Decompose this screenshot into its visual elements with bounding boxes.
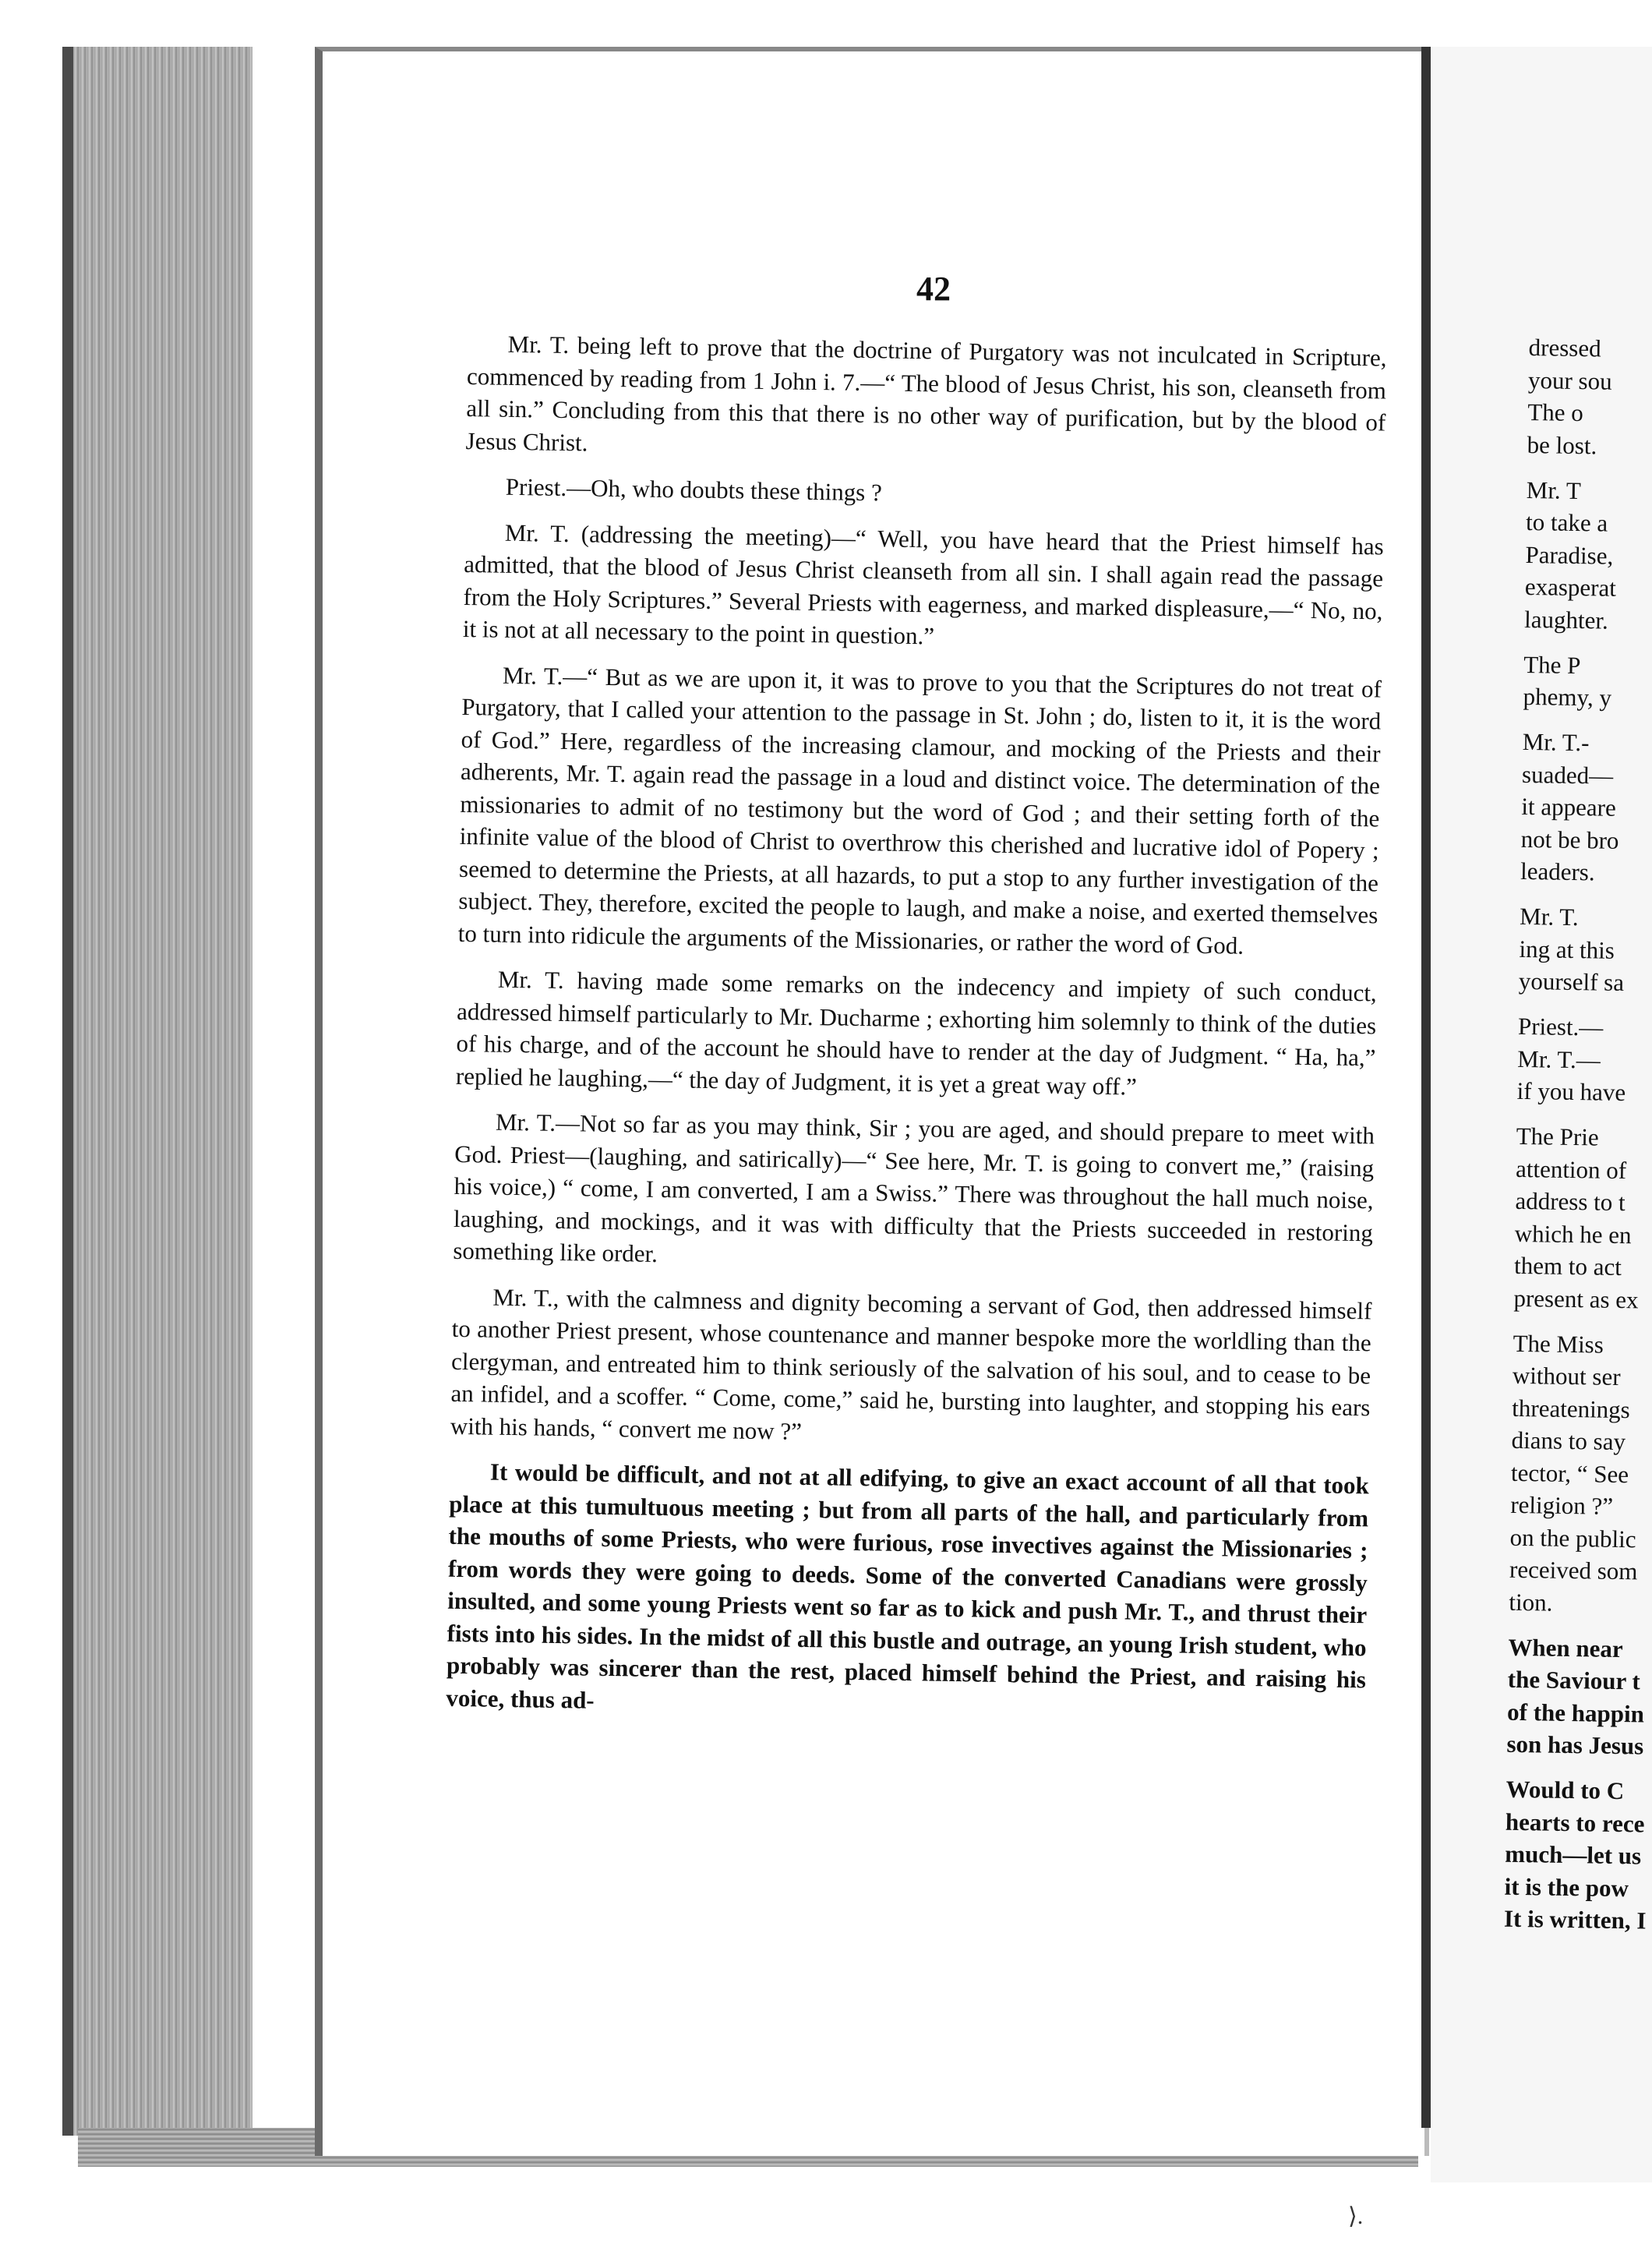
right-line: When near (1508, 1633, 1623, 1663)
page-number: 42 (916, 270, 951, 308)
right-line: Paradise, (1525, 540, 1614, 570)
right-line: The o (1527, 398, 1584, 427)
right-line: Would to C (1506, 1775, 1625, 1805)
right-line: without ser (1512, 1361, 1621, 1391)
paragraph: Mr. T.—Not so far as you may think, Sir ; you are aged, and should prepare to meet with God. Priest—(laughing, and satirically)—“ See here, Mr. T. is going to convert me,” (raising his voice,) “ come, I am converted, I am a Swiss.” There was throughout the hall much noise, laughing, and mockings, and it was with difficulty that the Priests succeeded in restoring something like order. (453, 1108, 1375, 1267)
right-line: if you have (1516, 1076, 1626, 1107)
right-page-text (1504, 331, 1652, 1937)
right-line: dians to say (1511, 1426, 1626, 1456)
paragraph: Priest.—Oh, who doubts these things ? (505, 472, 883, 507)
book-gutter (1421, 47, 1431, 2128)
right-line: on the public (1509, 1523, 1636, 1553)
right-line: Mr. T (1526, 475, 1582, 504)
right-line: ing at this (1519, 935, 1615, 964)
right-line: The Prie (1516, 1122, 1599, 1151)
right-line: Mr. T.- (1522, 727, 1590, 757)
right-line: attention of (1515, 1154, 1627, 1184)
right-line: your sou (1527, 366, 1612, 395)
right-line: son has Jesus (1506, 1730, 1644, 1760)
right-line: received som (1509, 1555, 1638, 1585)
right-line: not be bro (1520, 825, 1619, 854)
right-line: much—let us (1505, 1839, 1642, 1870)
right-line: The Miss (1513, 1329, 1604, 1359)
paragraph: Mr. T. being left to prove that the doctrine of Purgatory was not inculcated in Scripture, commenced by reading from 1 John i. 7.—“ The blood of Jesus Christ, his son, cleanseth from all sin.” Concluding from this that there is no other way of purification, but by the blood of Jesus Christ. (465, 330, 1387, 456)
right-line: tector, “ See (1510, 1458, 1629, 1488)
right-line: it is the pow (1504, 1872, 1629, 1902)
right-line: The P (1523, 650, 1581, 679)
right-line: it appeare (1521, 792, 1617, 822)
right-line: Priest.— (1517, 1012, 1604, 1041)
paragraph: Mr. T. having made some remarks on the indecency and impiety of such conduct, addressed himself particularly to Mr. Ducharme ; exhorting him solemnly to think of the duties of his charge, and of the account he should have to render at the day of Judgment. “ Ha, ha,” replied he laughing,—“ the day of Judgment, it is yet a great way off.” (455, 965, 1378, 1101)
right-line: exasperat (1524, 572, 1617, 602)
right-line: present as ex (1513, 1284, 1639, 1313)
right-line: address to t (1515, 1186, 1626, 1217)
right-line: them to act (1513, 1251, 1622, 1281)
right-line: leaders. (1520, 857, 1595, 886)
right-line: religion ?” (1510, 1490, 1614, 1520)
paragraph: It would be difficult, and not at all edifying, to give an exact account of all that took place at this tumultuous meeting ; but from all parts of the hall, and particularly from the mouths of some Priests, who were furious, rose invectives against the Missionaries ; from words they were going to deeds. Some of the converted Canadians were grossly insulted, and some young Priests went so far as to kick and push Mr. T., and thrust their fists into his sides. In the midst of all this bustle and outrage, an young Irish student, who probably was sincerer than the rest, placed himself behind the Priest, and raising his voice, thus ad- (446, 1458, 1370, 1714)
right-line: Mr. T. (1519, 902, 1579, 931)
right-line: the Saviour t (1507, 1665, 1641, 1695)
paragraph: Mr. T.—“ But as we are upon it, it was to prove to you that the Scriptures do not treat of Purgatory, that I called your attention to the passage in St. John ; do, listen to it, it is the word of God.” Here, regardless of the increasing clamour, and mocking of the Priests and their adherents, Mr. T. again read the passage in a loud and distinct voice. The determination of the missionaries to admit of no testimony but the word of God ; and their setting forth of the infinite value of the blood of Christ to overthrow this cherished and lucrative idol of Popery ; seemed to determine the Priests, at all hazards, to put a stop to any further investigation of the subject. They, therefore, excited the people to laugh, and make a noise, and exerted themselves to turn into ridicule the arguments of the Missionaries, or rather the word of God. (457, 661, 1382, 959)
right-line: of the happin (1506, 1698, 1645, 1728)
right-line: yourself sa (1518, 966, 1625, 997)
book-page-edges (62, 47, 252, 2136)
right-line: It is written, I (1503, 1904, 1647, 1935)
right-line: to take a (1525, 507, 1608, 537)
main-text-block (446, 327, 1387, 1741)
right-line: dressed (1528, 333, 1601, 362)
right-line: laughter. (1523, 605, 1609, 634)
paragraph: Mr. T. (addressing the meeting)—“ Well, you have heard that the Priest himself has admitted, that the blood of Jesus Christ cleanseth from all sin. I shall again read the passage from the Holy Scriptures.” Several Priests with eagerness, and marked displeasure,—“ No, no, it is not at all necessary to the point in question.” (462, 518, 1385, 650)
right-line: which he en (1514, 1219, 1632, 1249)
right-line: tion. (1509, 1588, 1553, 1617)
right-line: hearts to rece (1505, 1808, 1645, 1838)
right-line: suaded— (1521, 760, 1614, 790)
paragraph: Mr. T., with the calmness and dignity becoming a servant of God, then addressed himself to another Priest present, whose countenance and manner bespoke more the worldling than the clergyman, and entreated him to think seriously of the salvation of his soul, and to cease to be an infidel, and a scoffer. “ Come, come,” said he, bursting into laughter, and stopping his ears with his hands, “ convert me now ?” (450, 1283, 1372, 1445)
page-mark: ⟩. (1348, 2203, 1364, 2229)
right-line: phemy, y (1523, 682, 1612, 712)
right-line: Mr. T.— (1517, 1044, 1601, 1074)
right-line: threatenings (1512, 1394, 1631, 1423)
right-line: be lost. (1527, 430, 1597, 459)
